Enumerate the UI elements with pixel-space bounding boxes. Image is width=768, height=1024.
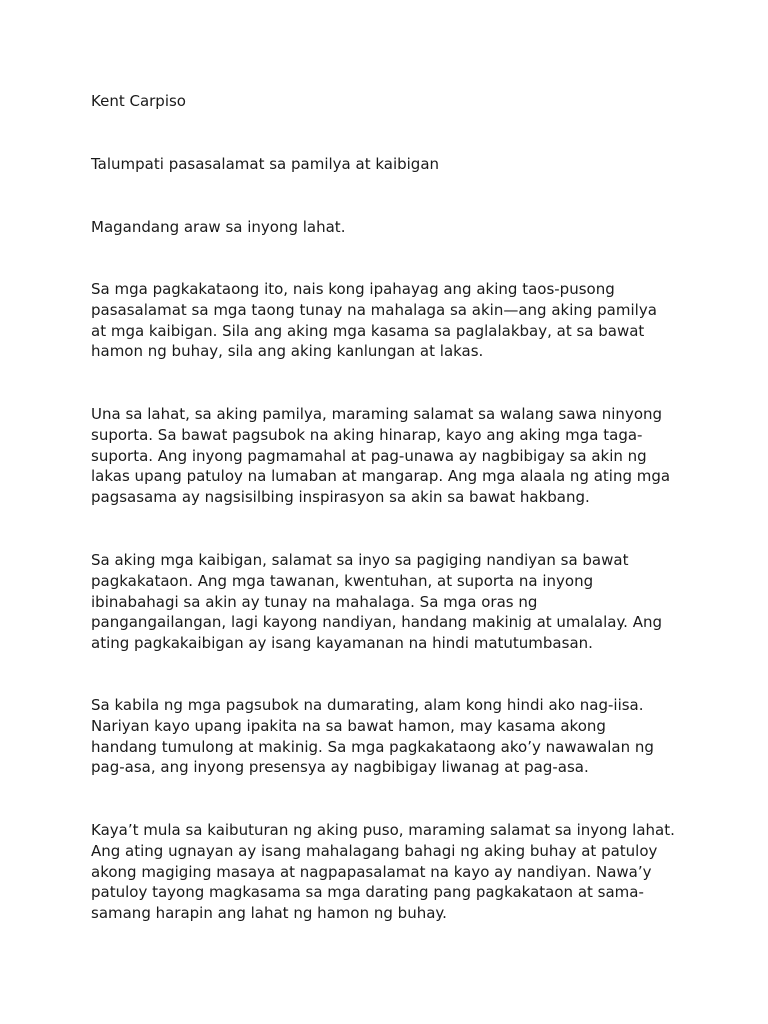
paragraph-3: Sa aking mga kaibigan, salamat sa inyo sa pagiging nandiyan sa bawat pagkakataon. Ang mga tawanan, kwentuhan, at suporta na inyong ibinabahagi sa akin ay tunay na mahalaga. Sa mga oras ng pangangailangan, lagi kayong nandiyan, handang makinig at umalalay. Ang ating pagkakaibigan ay isang kayamanan na hindi matutumbasan. — [91, 551, 663, 653]
paragraph-4: Sa kabila ng mga pagsubok na dumarating, alam kong hindi ako nag-iisa. Nariyan kayo upang ipakita na sa bawat hamon, may kasama akong handang tumulong at makinig. Sa mga pagkakataong ako’y nawawalan ng pag-asa, ang inyong presensya ay nagbibigay liwanag at pag-asa. — [91, 696, 654, 777]
paragraph-1: Sa mga pagkakataong ito, nais kong ipahayag ang aking taos-pusong pasasalamat sa mga taong tunay na mahalaga sa akin—ang aking pamilya at mga kaibigan. Sila ang aking mga kasama sa paglalakbay, at sa bawat hamon ng buhay, sila ang aking kanlungan at lakas. — [91, 280, 657, 361]
document-title: Talumpati pasasalamat sa pamilya at kaibigan — [91, 155, 440, 173]
paragraph-2: Una sa lahat, sa aking pamilya, maraming salamat sa walang sawa ninyong suporta. Sa bawat pagsubok na aking hinarap, kayo ang aking mga taga- suporta. Ang inyong pagmamahal at pag-unawa ay nagbibigay sa akin ng lakas upang patuloy na lumaban at mangarap. Ang mga alaala ng ating mga pagsasama ay nagsisilbing inspirasyon sa akin sa bawat hakbang. — [91, 405, 671, 507]
author-name: Kent Carpiso — [91, 92, 186, 110]
greeting: Magandang araw sa inyong lahat. — [91, 218, 346, 236]
paragraph-5: Kaya’t mula sa kaibuturan ng aking puso, maraming salamat sa inyong lahat. Ang ating ugnayan ay isang mahalagang bahagi ng aking buhay at patuloy akong magiging masaya at nagpapasalamat na kayo ay nandiyan. Nawa’y patuloy tayong magkasama sa mga darating pang pagkakataon at sama- samang harapin ang lahat ng hamon ng buhay. — [91, 821, 675, 923]
